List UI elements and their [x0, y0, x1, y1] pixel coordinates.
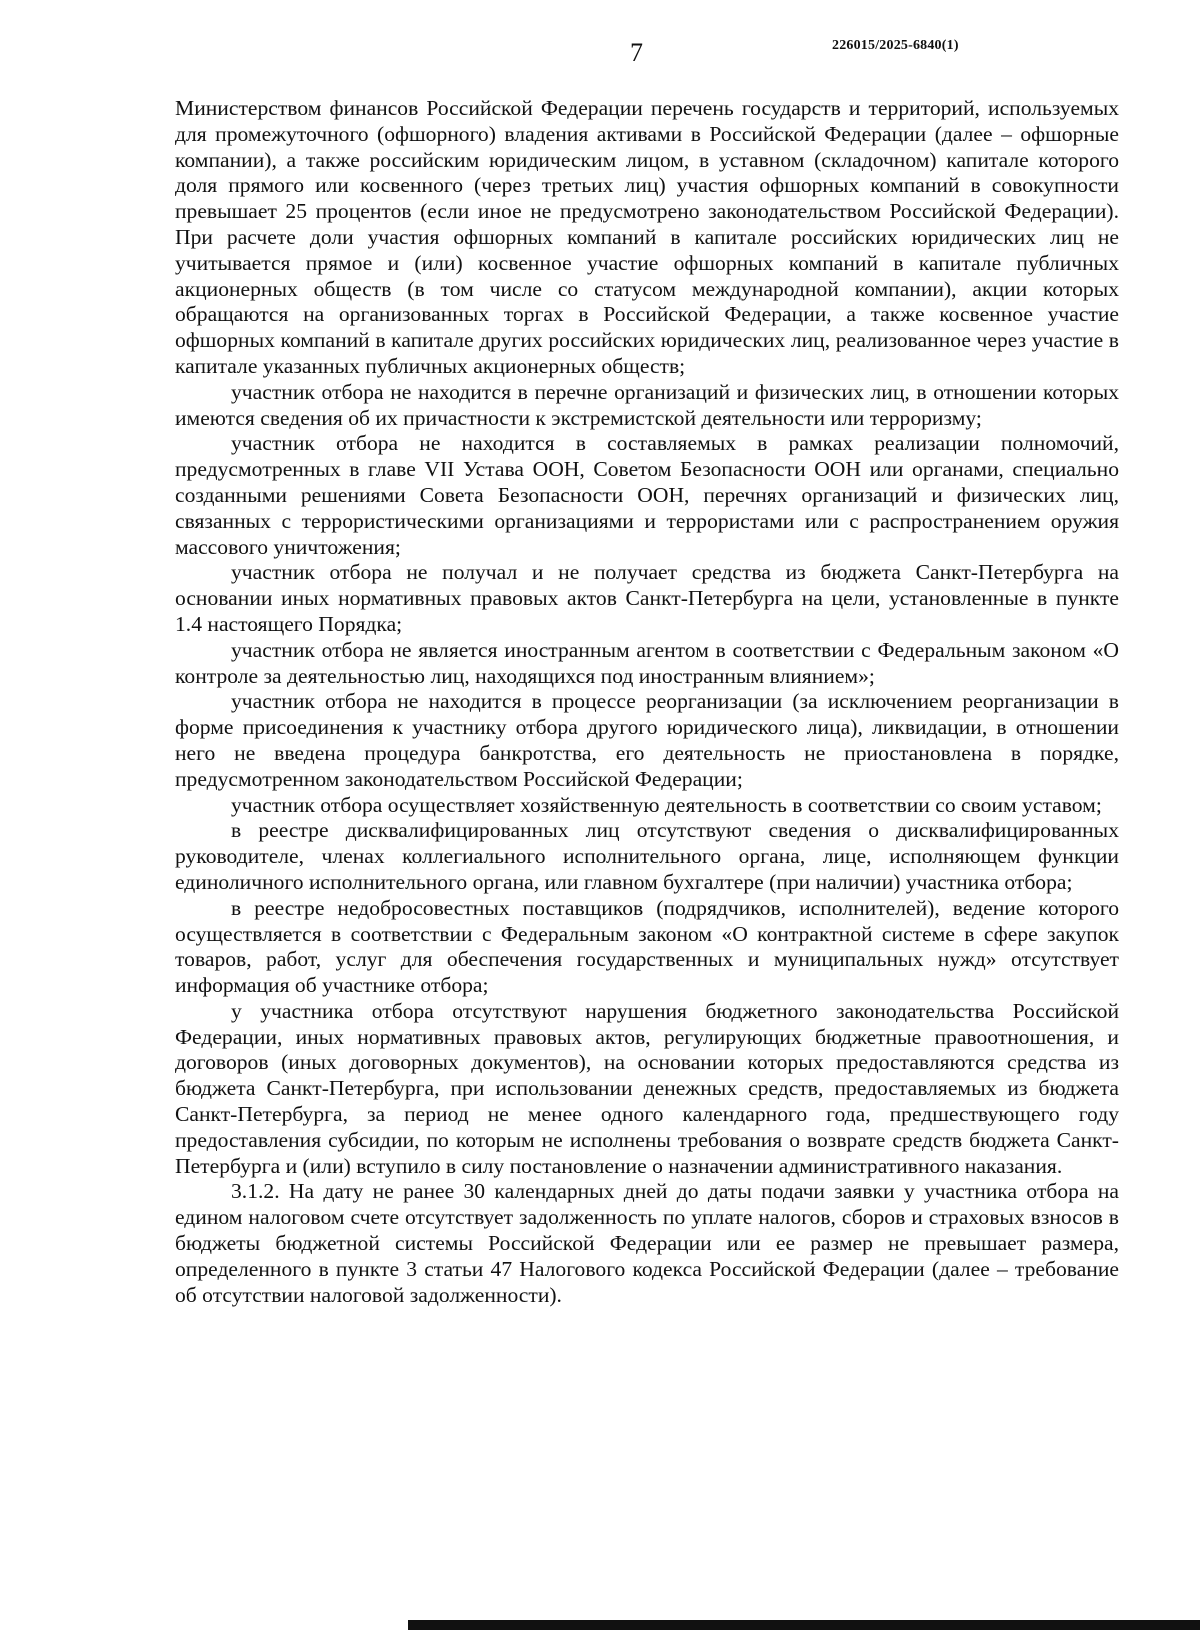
paragraph-extremism-list: участник отбора не находится в перечне организаций и физических лиц, в отношении которых имеются сведения об их причастности к экстремистской деятельности или терроризму; [175, 379, 1119, 430]
paragraph-business-per-charter: участник отбора осуществляет хозяйственную деятельность в соответствии со своим уставом; [231, 792, 1102, 817]
page-number: 7 [630, 38, 643, 67]
paragraph-not-foreign-agent: участник отбора не является иностранным агентом в соответствии с Федеральным законом «О контроле за деятельностью лиц, находящихся под иностранным влиянием»; [175, 637, 1119, 688]
bottom-scan-edge [408, 1620, 1200, 1630]
paragraph-no-other-budget-funds: участник отбора не получал и не получает средства из бюджета Санкт-Петербурга на основании иных нормативных правовых актов Санкт-Петербурга на цели, установленные в пункте 1.4 настоящего Порядка; [175, 560, 1119, 636]
paragraph-no-reorganization: участник отбора не находится в процессе реорганизации (за исключением реорганизации в форме присоединения к участнику отбора другого юридического лица), ликвидации, в отношении него не введена процедура банкротства, его деятельность не приостановлена в порядке, предусмотренном законодательством Российской Федерации; [175, 689, 1119, 791]
paragraph-unfair-suppliers: в реестре недобросовестных поставщиков (подрядчиков, исполнителей), ведение которого осуществляется в соответствии с Федеральным законом «О контрактной системе в сфере закупок товаров, работ, услуг для обеспечения государственных и муниципальных нужд» отсутствует информация об участнике отбора; [175, 895, 1119, 998]
document-registration-number: 226015/2025-6840(1) [832, 38, 959, 53]
paragraph-disqualified-persons: в реестре дисквалифицированных лиц отсутствуют сведения о дисквалифицированных руководителе, членах коллегиального исполнительного органа, лице, исполняющем функции единоличного исполнительного органа, или главном бухгалтере (при наличии) участника отбора; [175, 818, 1119, 894]
paragraph-un-sanctions-list: участник отбора не находится в составляемых в рамках реализации полномочий, предусмотренных в главе VII Устава ООН, Советом Безопасности ООН или органами, специально созданными решениями Совета Безопасности ООН, перечнях организаций и физических лиц, связанных с террористическими организациями и террористами или с распространением оружия массового уничтожения; [175, 431, 1119, 559]
document-body [175, 96, 1119, 1308]
paragraph-offshore-companies: Министерством финансов Российской Федерации перечень государств и территорий, используемых для промежуточного (офшорного) владения активами в Российской Федерации (далее – офшорные компании), а также российским юридическим лицом, в уставном (складочном) капитале которого доля прямого или косвенного (через третьих лиц) участия офшорных компаний в совокупности превышает 25 процентов (если иное не предусмотрено законодательством Российской Федерации). При расчете доли участия офшорных компаний в капитале российских юридических лиц не учитывается прямое и (или) косвенное участие офшорных компаний в капитале публичных акционерных обществ (в том числе со статусом международной компании), акции которых обращаются на организованных торгах в Российской Федерации, а также косвенное участие офшорных компаний в капитале других российских юридических лиц, реализованное через участие в капитале указанных публичных акционерных обществ; [175, 96, 1119, 378]
paragraph-budget-violations: у участника отбора отсутствуют нарушения бюджетного законодательства Российской Федерации, иных нормативных правовых актов, регулирующих бюджетные правоотношения, и договоров (иных договорных документов), на основании которых предоставляются средства из бюджета Санкт-Петербурга, при использовании денежных средств, предоставляемых из бюджета Санкт-Петербурга, за период не менее одного календарного года, предшествующего году предоставления субсидии, по которым не исполнены требования о возврате средств бюджета Санкт-Петербурга и (или) вступило в силу постановление о назначении административного наказания. [175, 998, 1119, 1178]
paragraph-tax-debt-3-1-2: 3.1.2. На дату не ранее 30 календарных дней до даты подачи заявки у участника отбора на едином налоговом счете отсутствует задолженность по уплате налогов, сборов и страховых взносов в бюджеты бюджетной системы Российской Федерации или ее размер не превышает размера, определенного в пункте 3 статьи 47 Налогового кодекса Российской Федерации (далее – требование об отсутствии налоговой задолженности). [175, 1179, 1119, 1307]
